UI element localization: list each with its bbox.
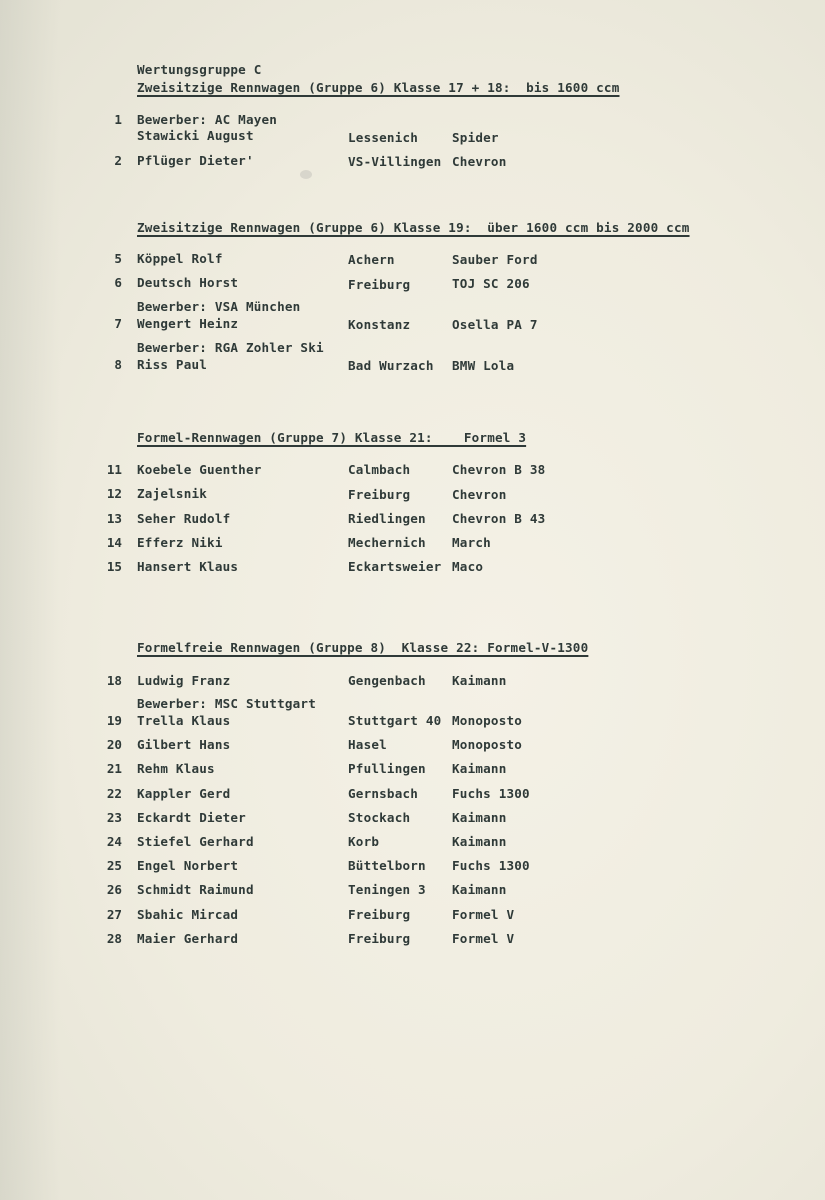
entry-car: Kaimann — [452, 834, 507, 849]
entry-city: Freiburg — [348, 277, 411, 292]
entry-number: 6 — [114, 275, 122, 290]
entry-name: Sbahic Mircad — [137, 907, 239, 922]
group-title: Wertungsgruppe C — [137, 62, 262, 77]
entry-number: 23 — [106, 810, 122, 825]
entry-number: 14 — [106, 535, 122, 550]
entry-city: Achern — [348, 252, 395, 267]
entry-city: Gengenbach — [348, 673, 426, 688]
entry-city: Büttelborn — [348, 858, 426, 873]
entry-car: Fuchs 1300 — [452, 786, 530, 801]
entry-number: 1 — [114, 112, 122, 127]
entry-car: BMW Lola — [452, 358, 515, 373]
entry-entrant: Bewerber: AC Mayen — [137, 112, 278, 127]
entry-city: Stuttgart 40 — [348, 713, 442, 728]
entry-car: Formel V — [452, 931, 515, 946]
entry-name: Engel Norbert — [137, 858, 239, 873]
entry-number: 8 — [114, 357, 122, 372]
entry-car: Chevron B 43 — [452, 511, 546, 526]
entry-name: Ludwig Franz — [137, 673, 231, 688]
entry-city: VS-Villingen — [348, 154, 442, 169]
entry-name: Kappler Gerd — [137, 786, 231, 801]
paper-stain — [300, 170, 312, 179]
entry-name: Koebele Guenther — [137, 462, 262, 477]
entry-name: Seher Rudolf — [137, 511, 231, 526]
entry-car: Osella PA 7 — [452, 317, 538, 332]
entry-number: 7 — [114, 316, 122, 331]
entry-number: 25 — [106, 858, 122, 873]
entry-car: Chevron — [452, 487, 507, 502]
entry-city: Hasel — [348, 737, 387, 752]
entry-entrant: Bewerber: RGA Zohler Ski — [137, 340, 324, 355]
entry-number: 19 — [106, 713, 122, 728]
entry-name: Pflüger Dieter' — [137, 153, 254, 168]
entry-number: 26 — [106, 882, 122, 897]
entry-name: Rehm Klaus — [137, 761, 215, 776]
entry-city: Freiburg — [348, 487, 411, 502]
entry-city: Lessenich — [348, 130, 419, 145]
entry-city: Bad Wurzach — [348, 358, 434, 373]
entry-name: Köppel Rolf — [137, 251, 223, 266]
entry-name: Eckardt Dieter — [137, 810, 246, 825]
entry-number: 22 — [106, 786, 122, 801]
entry-city: Gernsbach — [348, 786, 419, 801]
entry-city: Freiburg — [348, 907, 411, 922]
entry-name: Zajelsnik — [137, 486, 208, 501]
entry-city: Konstanz — [348, 317, 411, 332]
entry-car: TOJ SC 206 — [452, 276, 530, 291]
entry-entrant: Bewerber: VSA München — [137, 299, 301, 314]
entry-car: Monoposto — [452, 713, 523, 728]
entry-car: Fuchs 1300 — [452, 858, 530, 873]
entry-name: Hansert Klaus — [137, 559, 239, 574]
entry-name: Trella Klaus — [137, 713, 231, 728]
entry-number: 20 — [106, 737, 122, 752]
entry-car: Kaimann — [452, 810, 507, 825]
section-heading: Formelfreie Rennwagen (Gruppe 8) Klasse 22: Formel-V-1300 — [137, 640, 589, 655]
entry-name: Schmidt Raimund — [137, 882, 254, 897]
section-heading: Zweisitzige Rennwagen (Gruppe 6) Klasse 17 + 18: bis 1600 ccm — [137, 80, 620, 95]
entry-city: Riedlingen — [348, 511, 426, 526]
entry-car: Kaimann — [452, 761, 507, 776]
entry-number: 27 — [106, 907, 122, 922]
entry-car: March — [452, 535, 491, 550]
entry-city: Teningen 3 — [348, 882, 426, 897]
entry-city: Calmbach — [348, 462, 411, 477]
entry-city: Pfullingen — [348, 761, 426, 776]
entry-number: 2 — [114, 153, 122, 168]
entry-number: 12 — [106, 486, 122, 501]
entry-number: 15 — [106, 559, 122, 574]
entry-city: Eckartsweier — [348, 559, 442, 574]
entry-name: Gilbert Hans — [137, 737, 231, 752]
entry-name: Wengert Heinz — [137, 316, 239, 331]
entry-car: Chevron B 38 — [452, 462, 546, 477]
section-heading: Zweisitzige Rennwagen (Gruppe 6) Klasse 19: über 1600 ccm bis 2000 ccm — [137, 220, 690, 235]
entry-name: Efferz Niki — [137, 535, 223, 550]
entry-car: Formel V — [452, 907, 515, 922]
entry-city: Mechernich — [348, 535, 426, 550]
entry-name: Stiefel Gerhard — [137, 834, 254, 849]
entry-car: Kaimann — [452, 673, 507, 688]
entry-number: 18 — [106, 673, 122, 688]
entry-number: 5 — [114, 251, 122, 266]
entry-car: Maco — [452, 559, 484, 574]
entry-city: Stockach — [348, 810, 411, 825]
entry-name: Maier Gerhard — [137, 931, 239, 946]
entry-name: Riss Paul — [137, 357, 208, 372]
entry-car: Sauber Ford — [452, 252, 538, 267]
section-heading: Formel-Rennwagen (Gruppe 7) Klasse 21: Formel 3 — [137, 430, 527, 445]
entry-number: 11 — [106, 462, 122, 477]
entry-car: Monoposto — [452, 737, 523, 752]
entry-city: Freiburg — [348, 931, 411, 946]
entry-number: 21 — [106, 761, 122, 776]
entry-number: 13 — [106, 511, 122, 526]
entry-city: Korb — [348, 834, 380, 849]
entry-entrant: Bewerber: MSC Stuttgart — [137, 696, 316, 711]
entry-number: 28 — [106, 931, 122, 946]
entry-car: Chevron — [452, 154, 507, 169]
page-edge-shadow — [0, 0, 60, 1200]
entry-number: 24 — [106, 834, 122, 849]
entry-car: Spider — [452, 130, 499, 145]
entry-name: Stawicki August — [137, 128, 254, 143]
entry-car: Kaimann — [452, 882, 507, 897]
entry-name: Deutsch Horst — [137, 275, 239, 290]
